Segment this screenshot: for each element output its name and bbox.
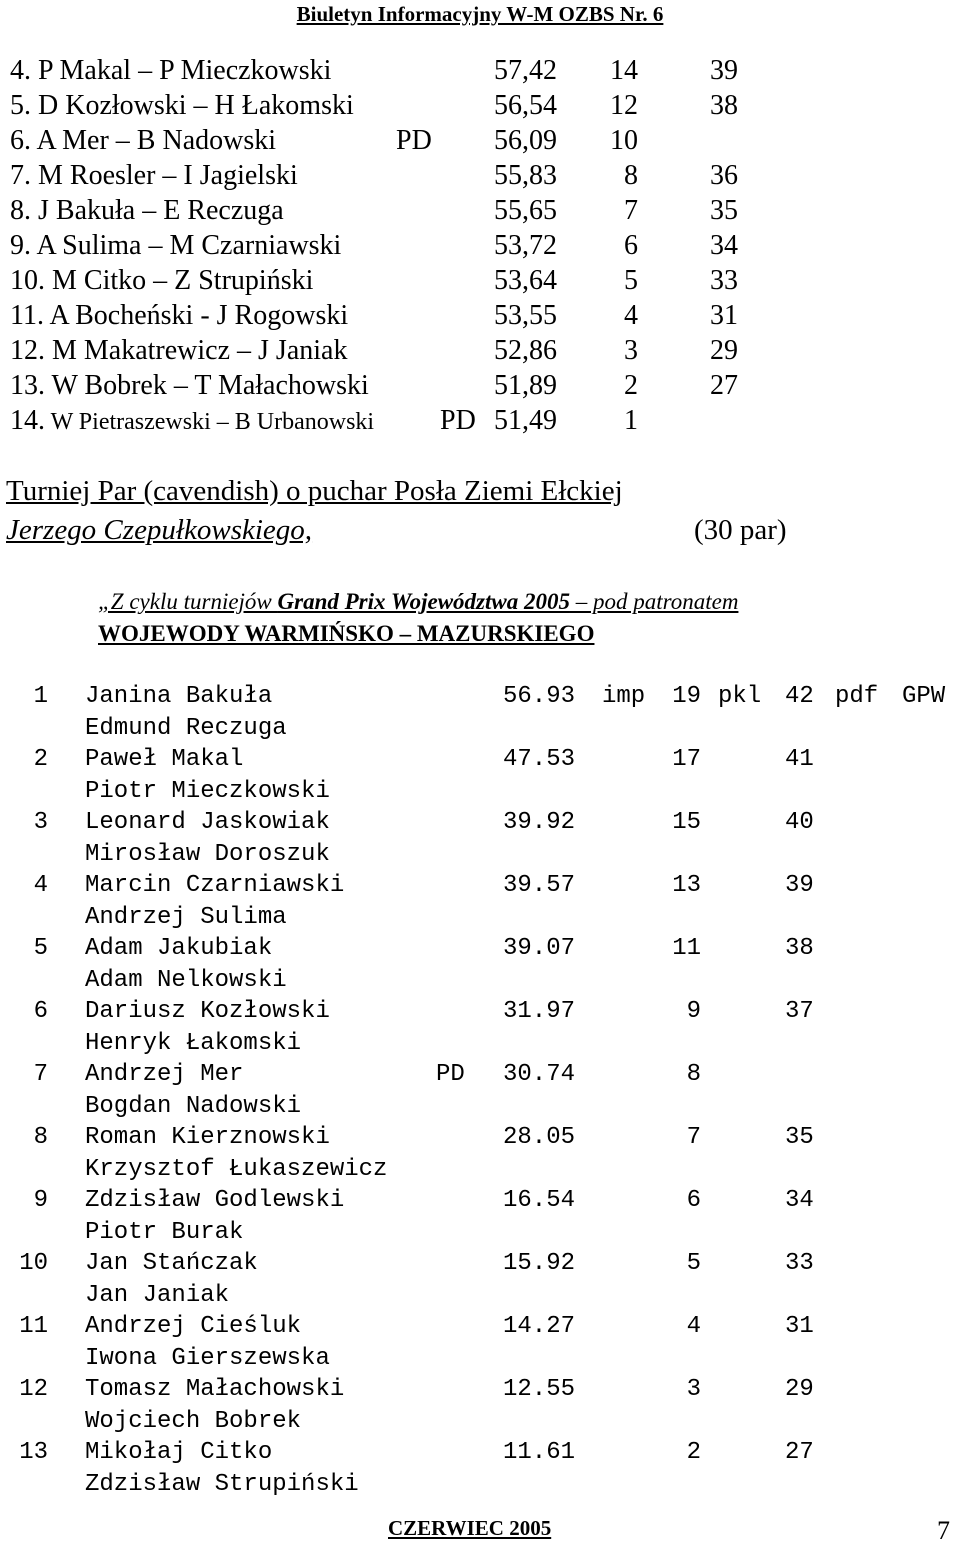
score: 56,09 bbox=[494, 125, 557, 156]
pair-players: W Pietraszewski – B Urbanowski bbox=[50, 409, 375, 435]
points: 2 bbox=[624, 370, 638, 401]
pair-players: J Bakuła – E Reczuga bbox=[38, 195, 284, 226]
pkl-points: 13 bbox=[672, 872, 701, 899]
pair-name bbox=[10, 158, 298, 193]
points: 3 bbox=[624, 335, 638, 366]
pd-mark: PD bbox=[440, 405, 476, 436]
series-name: Grand Prix Województwa 2005 bbox=[277, 589, 570, 614]
row-number: 13. bbox=[10, 370, 45, 401]
tournament-sponsor: Jerzego Czepułkowskiego, bbox=[6, 514, 313, 546]
pdf-points: 35 bbox=[785, 1124, 814, 1151]
tournament-title: Turniej Par (cavendish) o puchar Posła Ziemi Ełckiej bbox=[6, 475, 623, 507]
score: 52,86 bbox=[494, 335, 557, 366]
player-one: Jan Stańczak bbox=[85, 1250, 258, 1277]
pdf-points: 31 bbox=[710, 300, 738, 331]
place-number: 5 bbox=[33, 935, 48, 962]
pkl-points: 3 bbox=[686, 1376, 701, 1403]
pd-mark: PD bbox=[436, 1061, 465, 1088]
score: 53,72 bbox=[494, 230, 557, 261]
pkl-points: 17 bbox=[672, 746, 701, 773]
pdf-points: 38 bbox=[710, 90, 738, 121]
pair-name bbox=[10, 53, 331, 88]
player-one: Leonard Jaskowiak bbox=[85, 809, 330, 836]
pair-players: M Citko – Z Strupiński bbox=[52, 265, 314, 296]
pkl-points: 8 bbox=[686, 1061, 701, 1088]
pair-players: W Bobrek – T Małachowski bbox=[51, 370, 369, 401]
patron-line: WOJEWODY WARMIŃSKO – MAZURSKIEGO bbox=[98, 621, 595, 646]
row-number: 7. bbox=[10, 160, 31, 191]
pdf-unit: pdf bbox=[835, 683, 879, 710]
place-number: 1 bbox=[33, 683, 48, 710]
pdf-points: 27 bbox=[785, 1439, 814, 1466]
pair-players: A Bocheński - J Rogowski bbox=[49, 300, 349, 331]
pair-name bbox=[10, 123, 276, 158]
place-number: 13 bbox=[19, 1439, 48, 1466]
page-number: 7 bbox=[937, 1516, 950, 1545]
pkl-points: 19 bbox=[672, 683, 701, 710]
points: 7 bbox=[624, 195, 638, 226]
player-two: Piotr Burak bbox=[85, 1219, 244, 1246]
imp-score: 16.54 bbox=[503, 1187, 576, 1214]
points: 10 bbox=[610, 125, 638, 156]
pdf-points: 40 bbox=[785, 809, 814, 836]
player-two: Krzysztof Łukaszewicz bbox=[85, 1156, 388, 1183]
pair-players: M Roesler – I Jagielski bbox=[38, 160, 298, 191]
bulletin-title: Biuletyn Informacyjny W-M OZBS Nr. 6 bbox=[296, 2, 664, 26]
points: 1 bbox=[624, 405, 638, 436]
pdf-points: 41 bbox=[785, 746, 814, 773]
footer-date: CZERWIEC 2005 bbox=[388, 1516, 552, 1540]
bulletin-header bbox=[0, 2, 960, 27]
score: 51,89 bbox=[494, 370, 557, 401]
imp-score: 39.07 bbox=[503, 935, 576, 962]
points: 12 bbox=[610, 90, 638, 121]
player-one: Andrzej Cieśluk bbox=[85, 1313, 302, 1340]
pdf-points: 33 bbox=[785, 1250, 814, 1277]
player-two: Adam Nelkowski bbox=[85, 967, 287, 994]
place-number: 3 bbox=[33, 809, 48, 836]
pair-name bbox=[10, 263, 313, 298]
pkl-points: 7 bbox=[686, 1124, 701, 1151]
points: 5 bbox=[624, 265, 638, 296]
score: 55,83 bbox=[494, 160, 557, 191]
player-two: Bogdan Nadowski bbox=[85, 1093, 302, 1120]
player-one: Roman Kierznowski bbox=[85, 1124, 330, 1151]
place-number: 11 bbox=[19, 1313, 48, 1340]
pkl-points: 2 bbox=[686, 1439, 701, 1466]
row-number: 9. bbox=[10, 230, 31, 261]
imp-score: 14.27 bbox=[503, 1313, 576, 1340]
player-one: Adam Jakubiak bbox=[85, 935, 273, 962]
pdf-points: 34 bbox=[785, 1187, 814, 1214]
row-number: 4. bbox=[10, 55, 31, 86]
tournament-pairs: (30 par) bbox=[694, 514, 787, 546]
player-one: Tomasz Małachowski bbox=[85, 1376, 345, 1403]
pdf-points: 37 bbox=[785, 998, 814, 1025]
place-number: 8 bbox=[33, 1124, 48, 1151]
pdf-points: 38 bbox=[785, 935, 814, 962]
score: 51,49 bbox=[494, 405, 557, 436]
pdf-points: 39 bbox=[785, 872, 814, 899]
pdf-points: 31 bbox=[785, 1313, 814, 1340]
pair-name bbox=[10, 403, 374, 440]
player-two: Mirosław Doroszuk bbox=[85, 841, 330, 868]
pair-name bbox=[10, 333, 347, 368]
pkl-points: 5 bbox=[686, 1250, 701, 1277]
place-number: 12 bbox=[19, 1376, 48, 1403]
score: 57,42 bbox=[494, 55, 557, 86]
pdf-points: 35 bbox=[710, 195, 738, 226]
player-one: Marcin Czarniawski bbox=[85, 872, 345, 899]
player-two: Zdzisław Strupiński bbox=[85, 1471, 359, 1498]
imp-score: 39.57 bbox=[503, 872, 576, 899]
pkl-points: 15 bbox=[672, 809, 701, 836]
points: 4 bbox=[624, 300, 638, 331]
pdf-points: 27 bbox=[710, 370, 738, 401]
player-two: Jan Janiak bbox=[85, 1282, 230, 1309]
player-one: Andrzej Mer bbox=[85, 1061, 244, 1088]
player-two: Edmund Reczuga bbox=[85, 715, 287, 742]
row-number: 10. bbox=[10, 265, 45, 296]
imp-score: 12.55 bbox=[503, 1376, 576, 1403]
pair-name bbox=[10, 228, 341, 263]
pair-players: A Mer – B Nadowski bbox=[36, 125, 277, 156]
pair-players: D Kozłowski – H Łakomski bbox=[38, 90, 354, 121]
player-one: Janina Bakuła bbox=[85, 683, 273, 710]
pdf-points: 42 bbox=[785, 683, 814, 710]
imp-score: 28.05 bbox=[503, 1124, 576, 1151]
player-one: Dariusz Kozłowski bbox=[85, 998, 330, 1025]
row-number: 12. bbox=[10, 335, 45, 366]
pair-players: P Makal – P Mieczkowski bbox=[38, 55, 332, 86]
player-two: Iwona Gierszewska bbox=[85, 1345, 330, 1372]
series-line bbox=[98, 589, 738, 615]
pdf-points: 36 bbox=[710, 160, 738, 191]
player-two: Henryk Łakomski bbox=[85, 1030, 302, 1057]
series-prefix: „Z cyklu turniejów bbox=[98, 589, 278, 614]
row-number: 8. bbox=[10, 195, 31, 226]
series-suffix: – pod patronatem bbox=[569, 589, 739, 614]
score: 53,64 bbox=[494, 265, 557, 296]
pair-name bbox=[10, 88, 354, 123]
pkl-points: 9 bbox=[686, 998, 701, 1025]
row-number: 6. bbox=[10, 125, 31, 156]
pkl-points: 4 bbox=[686, 1313, 701, 1340]
player-one: Mikołaj Citko bbox=[85, 1439, 273, 1466]
player-two: Piotr Mieczkowski bbox=[85, 778, 330, 805]
place-number: 2 bbox=[33, 746, 48, 773]
points: 6 bbox=[624, 230, 638, 261]
player-one: Zdzisław Godlewski bbox=[85, 1187, 345, 1214]
imp-score: 30.74 bbox=[503, 1061, 576, 1088]
imp-score: 47.53 bbox=[503, 746, 576, 773]
pair-name bbox=[10, 193, 284, 228]
pkl-points: 11 bbox=[672, 935, 701, 962]
gpw-unit: GPW bbox=[902, 683, 946, 710]
place-number: 9 bbox=[33, 1187, 48, 1214]
place-number: 6 bbox=[33, 998, 48, 1025]
pair-name bbox=[10, 368, 369, 403]
row-number: 5. bbox=[10, 90, 31, 121]
pair-name bbox=[10, 298, 348, 333]
place-number: 4 bbox=[33, 872, 48, 899]
pdf-points: 29 bbox=[785, 1376, 814, 1403]
pkl-unit: pkl bbox=[718, 683, 762, 710]
score: 55,65 bbox=[494, 195, 557, 226]
score: 56,54 bbox=[494, 90, 557, 121]
imp-score: 56.93 bbox=[503, 683, 576, 710]
pdf-points: 33 bbox=[710, 265, 738, 296]
row-number: 11. bbox=[10, 300, 44, 331]
pdf-points: 34 bbox=[710, 230, 738, 261]
place-number: 7 bbox=[33, 1061, 48, 1088]
points: 8 bbox=[624, 160, 638, 191]
pd-mark: PD bbox=[396, 125, 432, 156]
imp-score: 39.92 bbox=[503, 809, 576, 836]
pkl-points: 6 bbox=[686, 1187, 701, 1214]
player-two: Wojciech Bobrek bbox=[85, 1408, 302, 1435]
tournament-sponsor-line bbox=[6, 514, 806, 547]
pair-players: A Sulima – M Czarniawski bbox=[36, 230, 342, 261]
player-one: Paweł Makal bbox=[85, 746, 244, 773]
points: 14 bbox=[610, 55, 638, 86]
place-number: 10 bbox=[19, 1250, 48, 1277]
score: 53,55 bbox=[494, 300, 557, 331]
player-two: Andrzej Sulima bbox=[85, 904, 287, 931]
row-number: 14. bbox=[10, 405, 45, 436]
imp-unit: imp bbox=[602, 683, 646, 710]
imp-score: 11.61 bbox=[503, 1439, 576, 1466]
pdf-points: 29 bbox=[710, 335, 738, 366]
pair-players: M Makatrewicz – J Janiak bbox=[52, 335, 348, 366]
imp-score: 31.97 bbox=[503, 998, 576, 1025]
imp-score: 15.92 bbox=[503, 1250, 576, 1277]
pdf-points: 39 bbox=[710, 55, 738, 86]
